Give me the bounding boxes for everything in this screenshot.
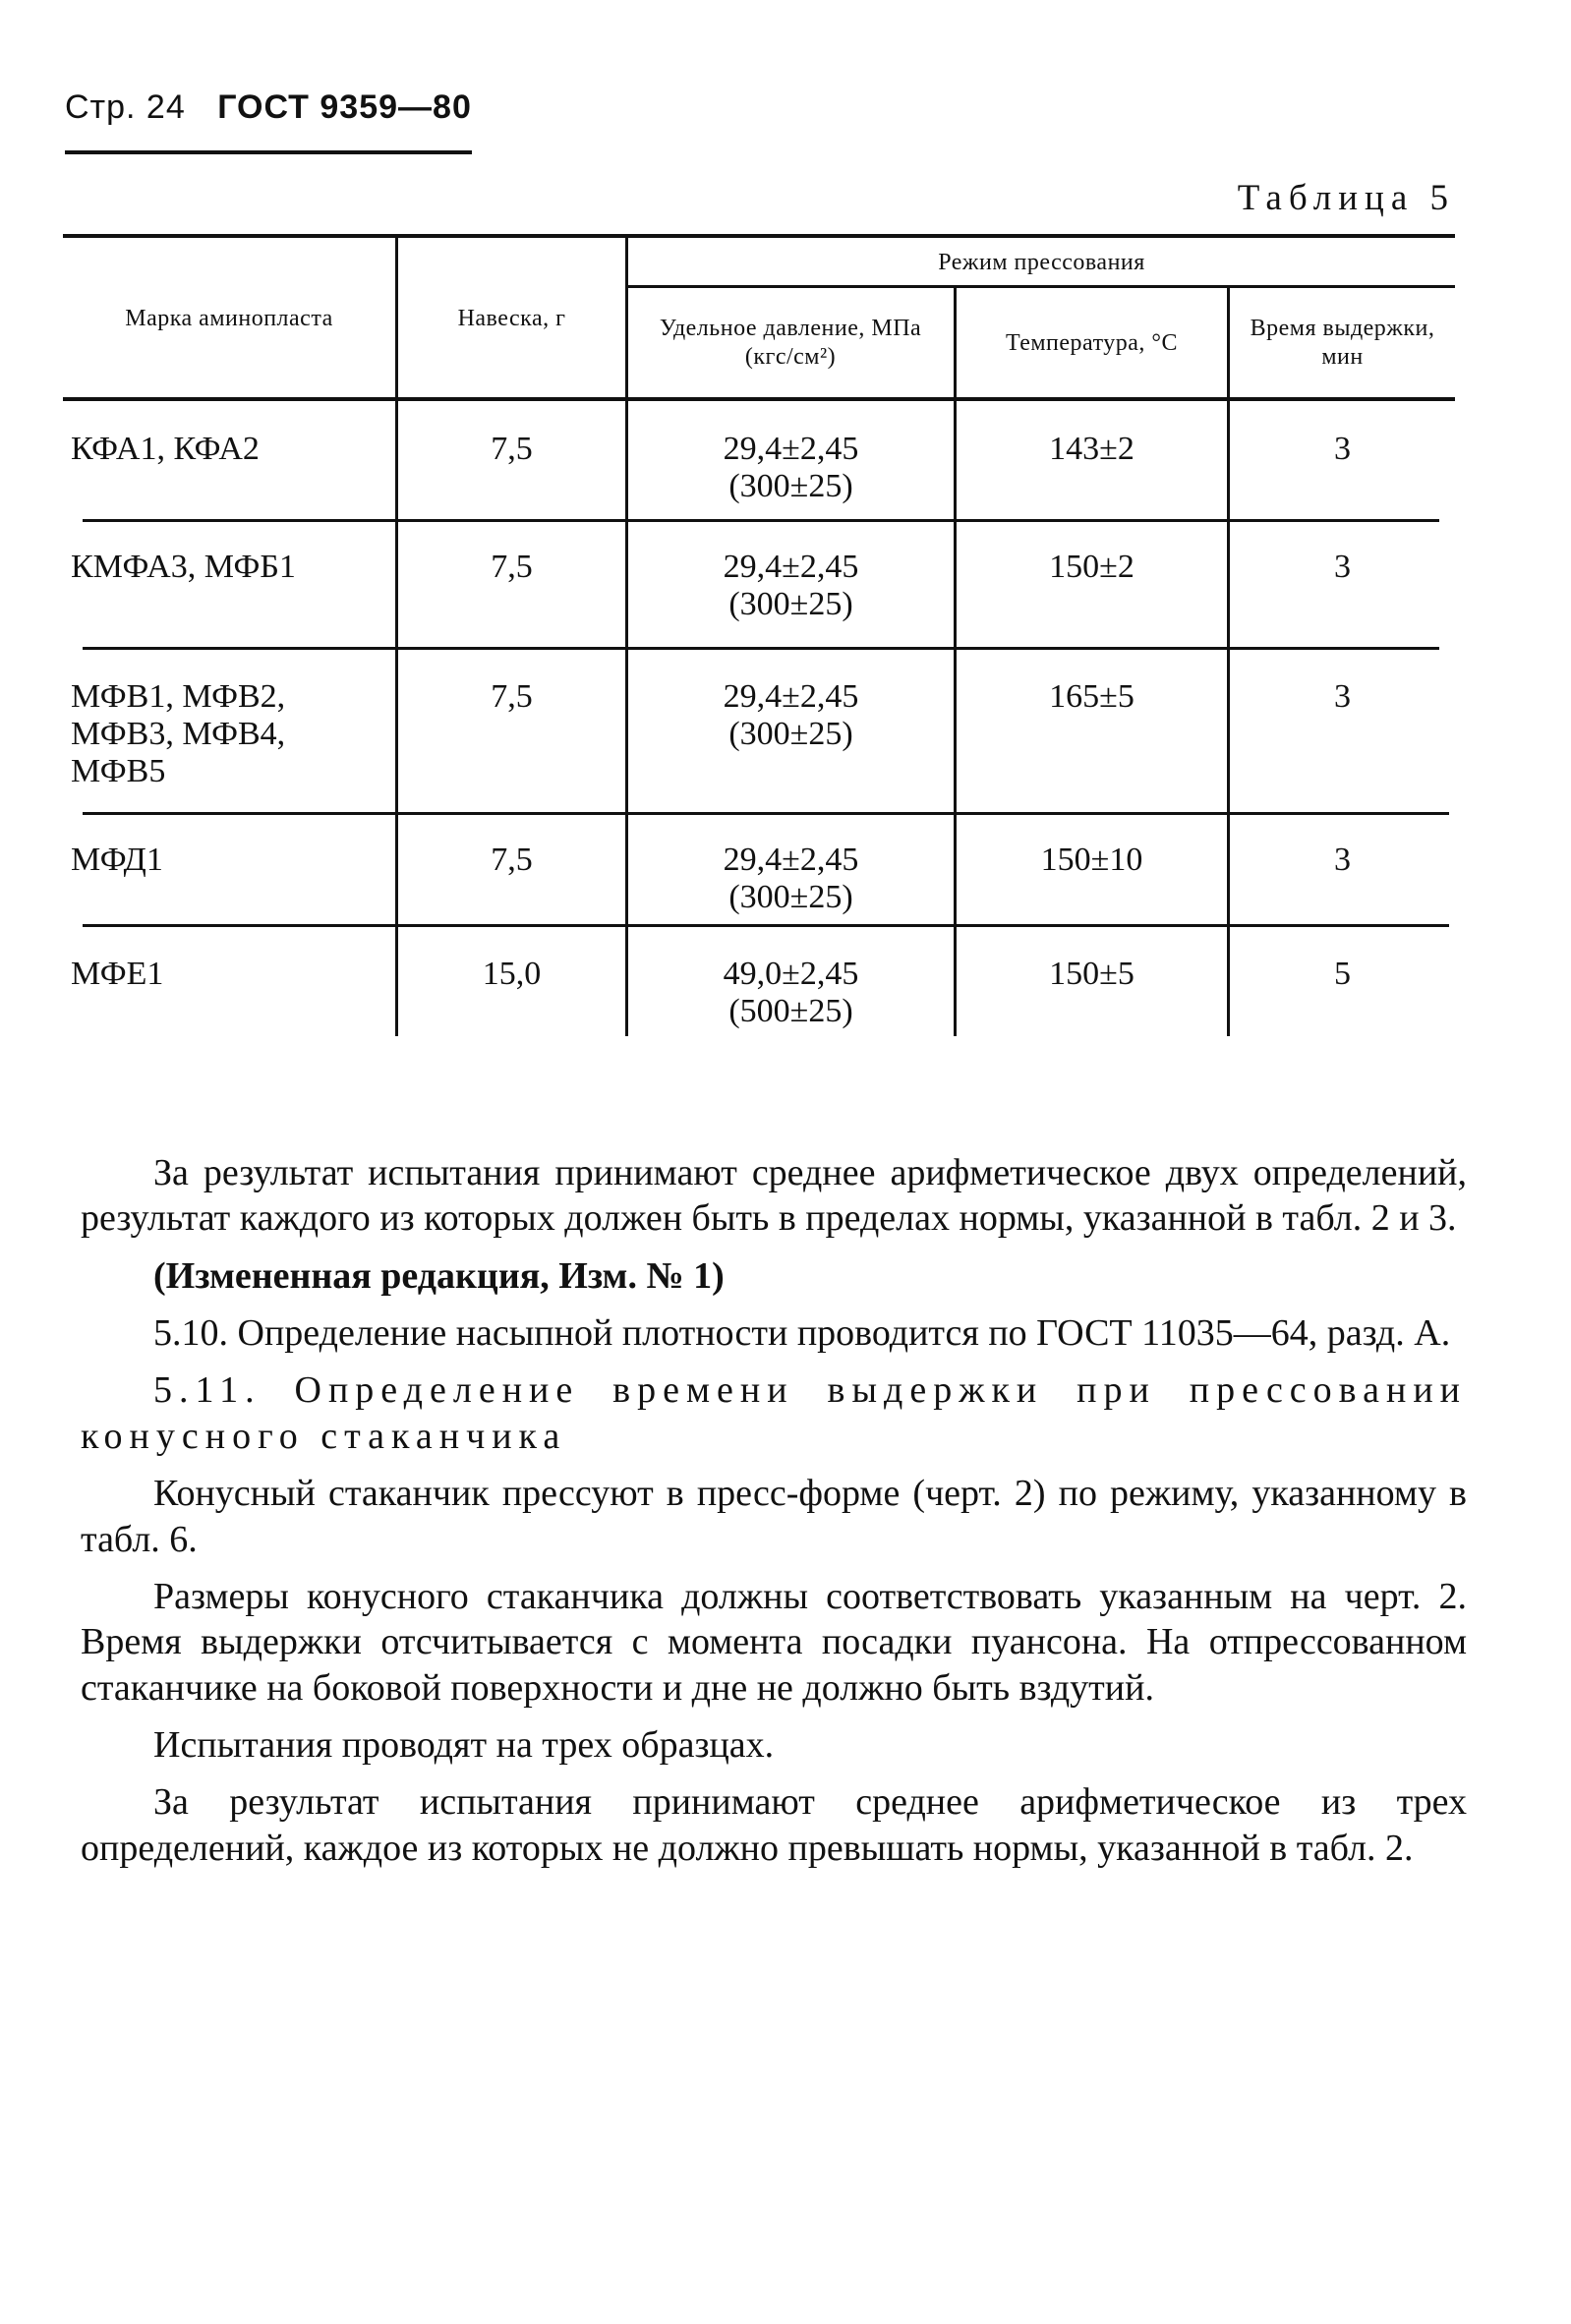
cell-pressure-kgf: (300±25) (728, 586, 853, 623)
cell-mass: 7,5 (491, 549, 533, 585)
row-separator (83, 519, 1439, 522)
paragraph-final-result: За результат испытания принимают среднее арифметическое из трех определений, каждое из которых не должно превышать нормы, указанной в табл. 2. (81, 1781, 1467, 1869)
column-divider (1227, 288, 1230, 1036)
cell-temperature: 150±2 (1049, 549, 1135, 585)
group-header-rule (625, 285, 1455, 288)
cell-mass: 7,5 (491, 678, 533, 715)
row-separator (83, 647, 1439, 650)
cell-time: 3 (1334, 842, 1351, 878)
cell-temperature: 143±2 (1049, 431, 1135, 467)
cell-time: 3 (1334, 549, 1351, 585)
cell-pressure-mpa: 29,4±2,45 (723, 431, 859, 467)
cell-temperature: 150±5 (1049, 956, 1135, 992)
cell-pressure-mpa: 29,4±2,45 (723, 549, 859, 585)
row-separator (83, 812, 1449, 815)
paragraph-5-11-heading: 5.11. Определение времени выдержки при прессовании конусного стаканчика (81, 1369, 1467, 1457)
cell-pressure-kgf: (300±25) (728, 716, 853, 753)
header-bottom-border (63, 397, 1455, 401)
col-header-mass: Навеска, г (457, 305, 566, 331)
cell-grade: МФВ1, МФВ2, МФВ3, МФВ4, МФВ5 (71, 678, 286, 790)
amendment-note: (Измененная редакция, Изм. № 1) (153, 1254, 725, 1297)
cell-temperature: 150±10 (1040, 842, 1143, 878)
cell-grade: МФЕ1 (71, 956, 164, 992)
cell-temperature: 165±5 (1049, 678, 1135, 715)
table-top-border (63, 234, 1455, 238)
cell-grade: КФА1, КФА2 (71, 431, 260, 467)
cell-pressure-kgf: (500±25) (728, 993, 853, 1030)
col-header-temperature: Температура, °С (1005, 329, 1179, 356)
cell-mass: 15,0 (482, 956, 542, 992)
standard-title: ГОСТ 9359—80 (217, 88, 472, 126)
cell-pressure (628, 549, 954, 623)
paragraph-dimensions: Размеры конусного стаканчика должны соответствовать указанным на черт. 2. Время выдержки отсчитывается с момента посадки пуансона. На отпрессованном стаканчике на боковой поверхности и дне не должно быть вздутий. (81, 1575, 1467, 1709)
cell-pressure-kgf: (300±25) (728, 468, 853, 505)
col-header-time: Время выдержки, мин (1250, 316, 1435, 370)
cell-grade: МФД1 (71, 842, 163, 878)
column-divider (625, 238, 628, 1036)
cell-pressure-mpa: 29,4±2,45 (723, 678, 859, 715)
cell-time: 3 (1334, 431, 1351, 467)
body-text (81, 1150, 1467, 1883)
paragraph-samples: Испытания проводят на трех образцах. (153, 1723, 775, 1766)
page-number: Стр. 24 (65, 88, 186, 126)
cell-time: 3 (1334, 678, 1351, 715)
row-separator (83, 924, 1449, 927)
cell-time: 5 (1334, 956, 1351, 992)
col-group-header: Режим прессования (938, 249, 1145, 275)
cell-mass: 7,5 (491, 431, 533, 467)
page-header (65, 88, 472, 154)
paragraph-pressing: Конусный стаканчик прессуют в пресс-форме (черт. 2) по режиму, указанному в табл. 6. (81, 1473, 1467, 1560)
cell-pressure-mpa: 49,0±2,45 (723, 956, 859, 992)
paragraph-5-10: 5.10. Определение насыпной плотности проводится по ГОСТ 11035—64, разд. А. (153, 1312, 1451, 1355)
col-header-pressure: Удельное давление, МПа (кгс/см²) (659, 316, 922, 370)
table-5 (63, 234, 1455, 1040)
table-caption: Таблица 5 (1237, 178, 1455, 218)
column-divider (954, 288, 957, 1036)
cell-pressure (628, 431, 954, 505)
cell-pressure-mpa: 29,4±2,45 (723, 842, 859, 878)
cell-pressure (628, 842, 954, 916)
cell-mass: 7,5 (491, 842, 533, 878)
cell-grade: КМФА3, МФБ1 (71, 549, 296, 585)
cell-pressure (628, 956, 954, 1030)
col-header-grade: Марка аминопласта (125, 305, 333, 331)
cell-pressure (628, 678, 954, 753)
paragraph-result: За результат испытания принимают среднее арифметическое двух определений, результат каждого из которых должен быть в пределах нормы, указанной в табл. 2 и 3. (81, 1152, 1467, 1240)
cell-pressure-kgf: (300±25) (728, 879, 853, 916)
